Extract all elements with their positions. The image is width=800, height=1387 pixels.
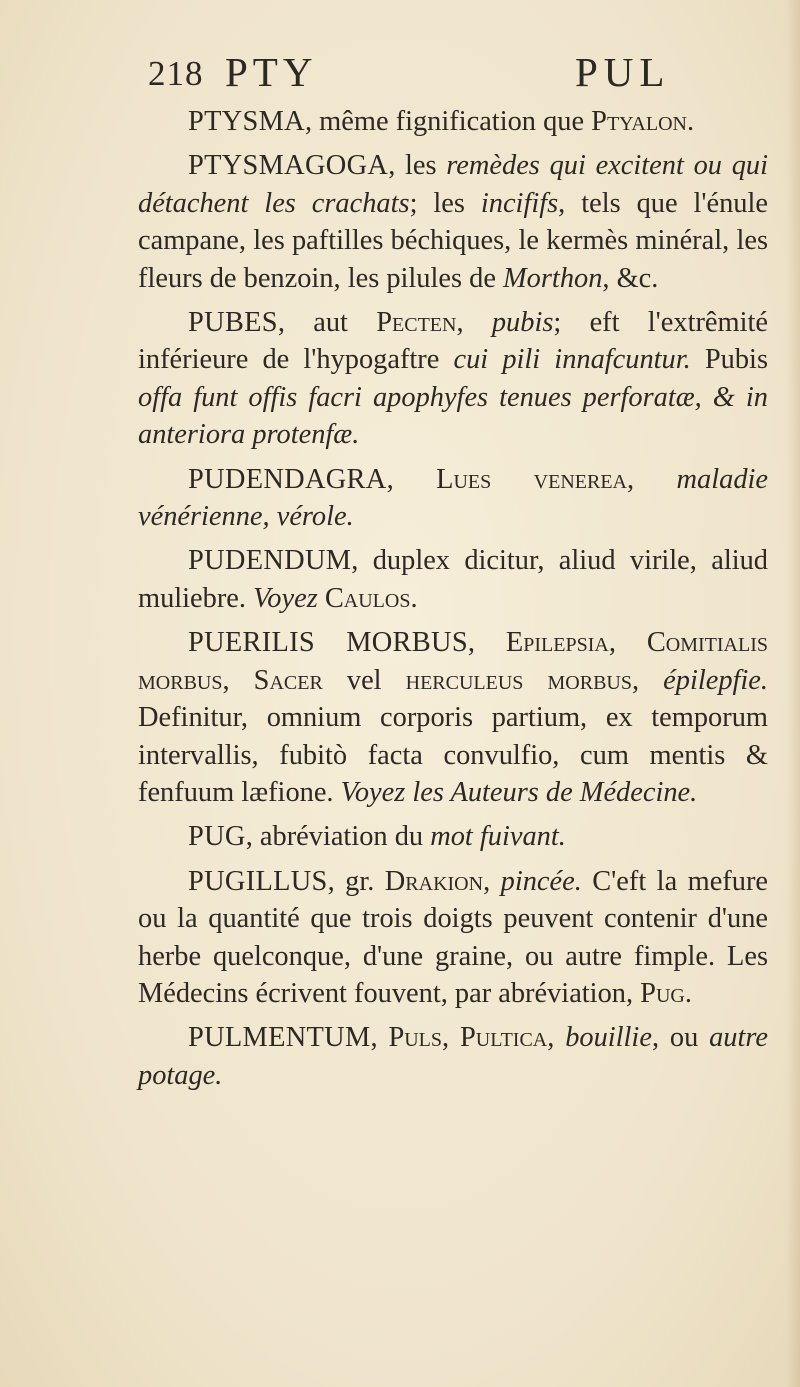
italic-text: mot fuivant. — [430, 821, 566, 853]
entry-text: , les — [388, 150, 447, 182]
synonym: Lues venerea — [436, 463, 627, 495]
headword: PUDENDAGRA — [188, 463, 387, 495]
entry-text: , duplex dicitur, aliud virile, aliud muliebre. — [138, 545, 768, 614]
headword: PUDENDUM — [188, 545, 352, 577]
italic-text: cui pili innafcuntur. — [453, 344, 691, 376]
synonym: Pecten — [376, 307, 457, 339]
synonym: Comitialis morbus — [138, 627, 768, 696]
abbreviation: Pug — [640, 977, 685, 1009]
entry-text: . — [684, 977, 692, 1009]
entry-text: . — [410, 582, 418, 614]
entry-text: Definitur, omnium corporis partium, ex temporum intervallis, fubitò facta convulfio, cum mentis & fenfuum læfione. — [138, 702, 768, 808]
italic-text: bouillie — [565, 1022, 652, 1054]
entry-text: , — [631, 664, 664, 696]
entry-pugillus — [138, 863, 768, 1013]
headword: PUGILLUS — [188, 865, 328, 897]
synonym: Sacer — [253, 664, 323, 696]
entry-text: , — [608, 627, 647, 659]
entry-text: ; eft l'extrêmité inférieure de l'hypogaftre — [138, 307, 768, 376]
cross-reference: Ptyalon — [591, 106, 687, 137]
entry-ptysmagoga — [138, 147, 768, 297]
page-number: 218 — [148, 54, 204, 93]
entry-pug — [138, 818, 768, 855]
entry-text: , tels que l'énule campane, les paftilles béchiques, le kermès minéral, les fleurs de benzoin, les pilules de — [138, 187, 768, 294]
italic-text: épilepfie. — [663, 664, 768, 696]
italic-text: pubis — [491, 307, 554, 339]
entry-text: , — [386, 463, 437, 495]
entry-text: C'eft la mefure ou la quantité que trois doigts peuvent contenir d'une herbe quelconque, d'une graine, ou autre fimple. Les Médecins écrivent fouvent, par abréviation, — [138, 865, 768, 1009]
entry-pudendagra — [138, 461, 768, 536]
entry-text: . — [686, 106, 695, 137]
entry-text: , ou — [651, 1022, 710, 1054]
headword: PTYSMAGOGA — [188, 150, 389, 182]
entry-puerilis-morbus — [138, 624, 768, 811]
headword: PUBES — [188, 307, 278, 339]
italic-text: maladie vénérienne, vérole. — [138, 463, 768, 533]
headword: PTYSMA — [188, 106, 305, 137]
entry-text: , gr. — [327, 865, 385, 897]
synonym: Drakion — [384, 865, 484, 897]
running-head-right: PUL — [575, 49, 671, 95]
entry-text: , même fignification que — [304, 106, 592, 137]
italic-text: pincée. — [500, 865, 582, 897]
synonym: Puls — [388, 1022, 443, 1054]
running-head-left: PTY — [225, 49, 318, 95]
entry-text: , — [456, 307, 492, 339]
italic-text: Voyez — [253, 582, 318, 614]
running-header — [148, 46, 688, 100]
synonym: herculeus morbus — [405, 664, 632, 696]
cross-reference: Caulos — [324, 582, 411, 614]
italic-text: incififs — [480, 187, 559, 219]
synonym: Epilepsia — [505, 627, 609, 659]
synonym: Pultica — [459, 1022, 548, 1054]
entry-ptysma — [138, 103, 768, 140]
entry-text: , &c. — [602, 262, 659, 294]
italic-text: autre potage. — [138, 1022, 768, 1091]
entry-text: vel — [322, 664, 406, 696]
entry-text — [318, 583, 325, 614]
entry-pulmentum — [138, 1019, 768, 1094]
entry-text: , — [627, 463, 677, 495]
entry-text: , — [483, 865, 501, 897]
dictionary-text — [138, 103, 768, 1094]
entry-text: Pubis — [690, 344, 768, 376]
italic-text: remèdes qui excitent ou qui détachent les crachats — [138, 150, 768, 219]
italic-text: Voyez les Auteurs de Médecine. — [340, 776, 698, 808]
entry-text: , — [547, 1022, 566, 1054]
italic-text: offa funt offis facri apophyfes tenues perforatæ, & in anteriora protenfæ. — [138, 381, 768, 451]
headword: PULMENTUM — [188, 1022, 371, 1054]
page-edge-shadow — [786, 0, 800, 1387]
entry-text: , aut — [277, 307, 377, 339]
entry-text: , — [222, 664, 254, 696]
entry-text: , — [467, 627, 506, 659]
italic-text: Morthon — [503, 262, 603, 294]
entry-text: , — [442, 1022, 460, 1054]
entry-text: , abréviation du — [245, 821, 431, 853]
entry-pubes — [138, 304, 768, 454]
entry-text: ; les — [409, 187, 481, 219]
headword: PUG — [188, 821, 246, 853]
headword: PUERILIS MORBUS — [188, 627, 468, 659]
entry-text: , — [370, 1022, 389, 1054]
entry-pudendum — [138, 542, 768, 617]
